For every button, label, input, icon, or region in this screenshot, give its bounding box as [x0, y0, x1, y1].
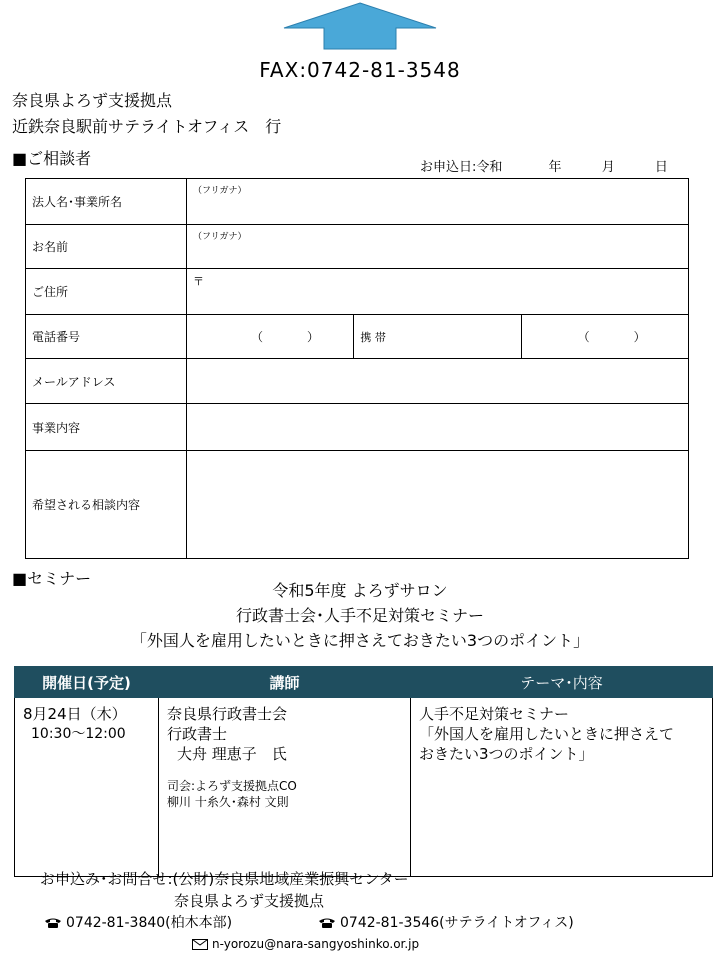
- apply-date: [420, 156, 668, 175]
- recipient-line1: 奈良県よろず支援拠点: [12, 91, 173, 110]
- company-field[interactable]: [187, 179, 689, 225]
- address-field[interactable]: [187, 269, 689, 315]
- theme-line2: 「外国人を雇用したいときに押さえて: [419, 725, 675, 743]
- name-field[interactable]: [187, 225, 689, 269]
- request-field[interactable]: [187, 451, 689, 559]
- phone-icon: [44, 917, 62, 929]
- seminar-title-3: 「外国人を雇用したいときに押さえておきたい3つのポイント」: [130, 631, 590, 650]
- phone-label: 電話番号: [26, 315, 187, 359]
- contact-phone1: [44, 912, 232, 932]
- lecturer-title: 行政書士: [167, 725, 228, 743]
- business-field[interactable]: [187, 404, 689, 451]
- up-arrow-icon: [282, 2, 438, 50]
- phone-field[interactable]: [187, 315, 354, 359]
- mail-icon: [192, 939, 208, 950]
- contact-phone2: [318, 912, 574, 932]
- form-row-business: [26, 404, 689, 451]
- email-text[interactable]: n-yorozu@nara-sangyoshinko.or.jp: [212, 937, 420, 951]
- paren-close: ）: [633, 330, 646, 344]
- form-row-company: [26, 179, 689, 225]
- mc-line1: 司会:よろず支援拠点CO: [167, 779, 297, 793]
- apply-date-month: 月: [601, 160, 615, 175]
- email-field[interactable]: [187, 359, 689, 404]
- lecturer-org: 奈良県行政書士会: [167, 705, 288, 723]
- business-label: 事業内容: [26, 404, 187, 451]
- apply-date-label: お申込日:令和: [420, 160, 503, 175]
- seminar-date: 8月24日（木）: [23, 705, 127, 723]
- consultant-heading: ■ご相談者: [12, 149, 92, 168]
- postal-mark: 〒: [193, 275, 204, 288]
- contact-line2: 奈良県よろず支援拠点: [174, 892, 325, 910]
- seminar-title-2: 行政書士会･人手不足対策セミナー: [235, 606, 484, 625]
- name-label: お名前: [26, 225, 187, 269]
- seminar-table: [14, 666, 713, 877]
- apply-date-year: 年: [548, 160, 562, 175]
- form-row-request: [26, 451, 689, 559]
- furigana-hint: （フリガナ）: [193, 186, 247, 196]
- mobile-label: 携 帯: [354, 315, 521, 359]
- company-label: 法人名･事業所名: [26, 179, 187, 225]
- recipient-line2: 近鉄奈良駅前サテライトオフィス 行: [12, 117, 282, 136]
- header-lecturer: 講師: [159, 667, 411, 698]
- fax-number: FAX:0742-81-3548: [259, 58, 461, 82]
- header-theme: テーマ･内容: [411, 667, 713, 698]
- furigana-hint: （フリガナ）: [193, 232, 247, 242]
- form-row-phone: [26, 315, 689, 359]
- theme-line3: おきたい3つのポイント」: [419, 745, 594, 763]
- lecturer-name: 大舟 理恵子 氏: [177, 745, 287, 763]
- phone2-text: 0742-81-3546(サテライトオフィス): [340, 915, 574, 931]
- phone1-text: 0742-81-3840(柏木本部): [66, 915, 233, 931]
- seminar-title-1: 令和5年度 よろずサロン: [272, 581, 448, 600]
- seminar-time: 10:30～12:00: [31, 726, 126, 742]
- seminar-row: [15, 698, 713, 877]
- form-row-address: [26, 269, 689, 315]
- theme-line1: 人手不足対策セミナー: [419, 705, 570, 723]
- contact-line1: お申込み･お問合せ:(公財)奈良県地域産業振興センター: [40, 870, 409, 888]
- seminar-heading: ■セミナー: [12, 569, 92, 588]
- email-label: メールアドレス: [26, 359, 187, 404]
- phone-icon: [318, 917, 336, 929]
- form-row-email: [26, 359, 689, 404]
- seminar-header-row: [15, 667, 713, 698]
- seminar-lecturer-cell: [159, 698, 411, 877]
- mobile-field[interactable]: [521, 315, 688, 359]
- paren-open: （: [577, 330, 590, 344]
- paren-close: ）: [307, 330, 320, 344]
- seminar-theme-cell: [411, 698, 713, 877]
- header-date: 開催日(予定): [15, 667, 159, 698]
- consultant-form: [25, 178, 689, 559]
- contact-email: [192, 937, 419, 951]
- paren-open: （: [251, 330, 264, 344]
- seminar-date-cell: [15, 698, 159, 877]
- request-label: 希望される相談内容: [26, 451, 187, 559]
- apply-date-day: 日: [654, 160, 668, 175]
- mc-line2: 柳川 十糸久･森村 文則: [167, 795, 289, 809]
- address-label: ご住所: [26, 269, 187, 315]
- form-row-name: [26, 225, 689, 269]
